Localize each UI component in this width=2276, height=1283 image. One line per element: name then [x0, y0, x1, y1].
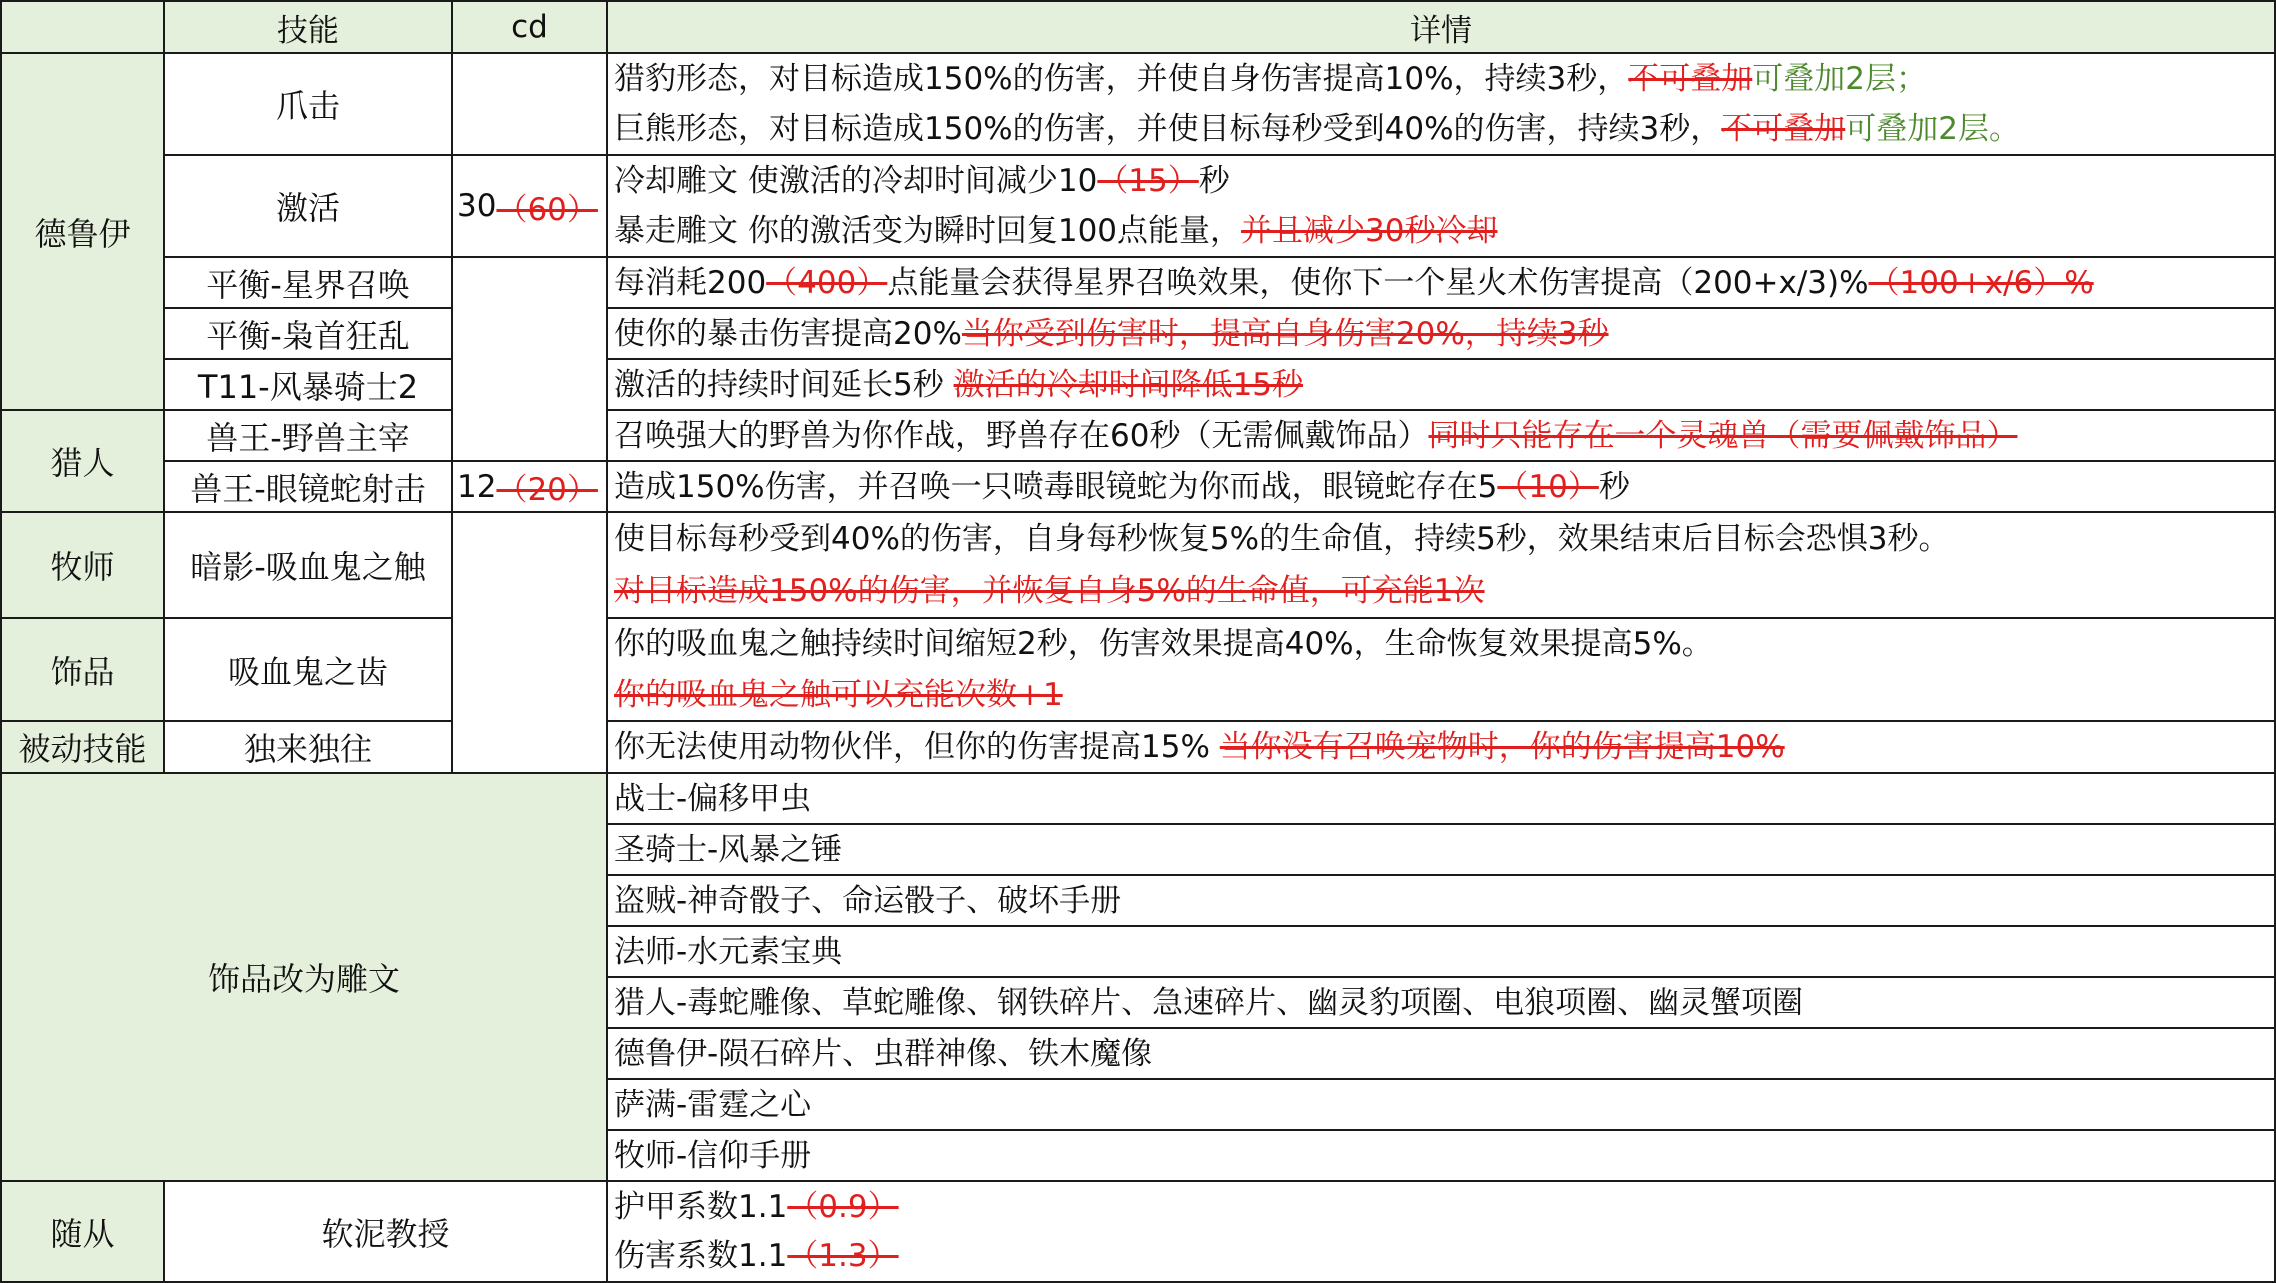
header-skill[interactable]: 技能	[165, 2, 453, 54]
group-trinket-to-glyph[interactable]: 饰品改为雕文	[2, 774, 608, 1182]
group-trinket[interactable]: 饰品	[2, 619, 165, 722]
detail-activate-line2: 暴走雕文 你的激活变为瞬时回复100点能量，并且减少30秒冷却	[614, 213, 1498, 249]
skill-activate[interactable]: 激活	[165, 156, 453, 258]
glyph-item[interactable]: 战士-偏移甲虫	[608, 774, 2274, 825]
skill-astral-call[interactable]: 平衡-星界召唤	[165, 258, 453, 309]
group-follower[interactable]: 随从	[2, 1182, 165, 1283]
detail-vampiric-touch[interactable]: 使目标每秒受到40%的伤害，自身每秒恢复5%的生命值，持续5秒，效果结束后目标会恐惧3秒。 对目标造成150%的伤害，并恢复自身5%的生命值，可充能1次	[608, 513, 2276, 619]
cd-cobra[interactable]	[453, 462, 608, 513]
detail-activate[interactable]	[608, 156, 2276, 258]
skill-owlkin-frenzy[interactable]: 平衡-枭首狂乱	[165, 309, 453, 360]
detail-activate-line1: 冷却雕文 使激活的冷却时间减少10（15）秒	[614, 163, 1230, 199]
group-druid[interactable]: 德鲁伊	[2, 54, 165, 411]
skill-t11-stormrider[interactable]: T11-风暴骑士2	[165, 360, 453, 411]
skill-vampiric-touch[interactable]: 暗影-吸血鬼之触	[165, 513, 453, 619]
glyph-item[interactable]: 牧师-信仰手册	[614, 1137, 812, 1174]
skill-cobra-shot[interactable]: 兽王-眼镜蛇射击	[165, 462, 453, 513]
glyph-item[interactable]: 萨满-雷霆之心	[608, 1080, 2274, 1131]
glyph-item[interactable]: 猎人-毒蛇雕像、草蛇雕像、钢铁碎片、急速碎片、幽灵豹项圈、电狼项圈、幽灵蟹项圈	[608, 978, 2274, 1029]
skill-lone-wolf[interactable]: 独来独往	[165, 722, 453, 774]
detail-follower[interactable]: 护甲系数1.1（0.9） 伤害系数1.1（1.3）	[608, 1182, 2276, 1283]
cd-cobra-value: 12	[457, 468, 497, 505]
detail-lone-wolf[interactable]: 你无法使用动物伙伴，但你的伤害提高15% 当你没有召唤宠物时，你的伤害提高10%	[608, 722, 2276, 774]
detail-astral-call[interactable]: 每消耗200（400）点能量会获得星界召唤效果，使你下一个星火术伤害提高（200+x/3)%（100+x/6）%	[608, 258, 2276, 309]
glyph-item[interactable]: 盗贼-神奇骰子、命运骰子、破坏手册	[608, 876, 2274, 927]
glyph-item[interactable]: 法师-水元素宝典	[608, 927, 2274, 978]
detail-claw-line2: 巨熊形态，对目标造成150%的伤害，并使目标每秒受到40%的伤害，持续3秒，不可叠加可叠加2层。	[614, 111, 2020, 147]
skill-beast-lord[interactable]: 兽王-野兽主宰	[165, 411, 453, 462]
detail-owlkin-frenzy[interactable]: 使你的暴击伤害提高20%当你受到伤害时，提高自身伤害20%，持续3秒	[608, 309, 2276, 360]
detail-cobra-shot[interactable]: 造成150%伤害，并召唤一只喷毒眼镜蛇为你而战，眼镜蛇存在5（10）秒	[608, 462, 2276, 513]
glyph-item[interactable]: 圣骑士-风暴之锤	[608, 825, 2274, 876]
detail-claw-line1: 猎豹形态，对目标造成150%的伤害，并使自身伤害提高10%，持续3秒，不可叠加可叠加2层；	[614, 61, 1927, 97]
cd-activate[interactable]	[453, 156, 608, 258]
group-hunter[interactable]: 猎人	[2, 411, 165, 513]
detail-claw[interactable]	[608, 54, 2276, 156]
cd-cobra-old: （20）	[496, 472, 598, 508]
detail-vampire-fang[interactable]: 你的吸血鬼之触持续时间缩短2秒，伤害效果提高40%，生命恢复效果提高5%。 你的吸血鬼之触可以充能次数+1	[608, 619, 2276, 722]
group-priest[interactable]: 牧师	[2, 513, 165, 619]
detail-t11-stormrider[interactable]: 激活的持续时间延长5秒 激活的冷却时间降低15秒	[608, 360, 2276, 411]
cd-activate-value: 30	[457, 188, 497, 224]
cd-activate-old: （60）	[496, 191, 598, 228]
header-detail[interactable]: 详情	[608, 2, 2276, 54]
glyph-list	[608, 774, 2276, 1182]
group-passive[interactable]: 被动技能	[2, 722, 165, 774]
cd-priest-blank[interactable]	[453, 513, 608, 774]
header-blank-cell[interactable]	[2, 2, 165, 54]
glyph-item[interactable]: 德鲁伊-陨石碎片、虫群神像、铁木魔像	[608, 1029, 2274, 1080]
detail-beast-lord[interactable]: 召唤强大的野兽为你作战，野兽存在60秒（无需佩戴饰品）同时只能存在一个灵魂兽（需要佩戴饰品）	[608, 411, 2276, 462]
cd-druid-blank[interactable]	[453, 258, 608, 462]
cd-claw[interactable]	[453, 54, 608, 156]
follower-name[interactable]: 软泥教授	[165, 1182, 608, 1283]
skill-claw[interactable]: 爪击	[165, 54, 453, 156]
skill-vampire-fang[interactable]: 吸血鬼之齿	[165, 619, 453, 722]
header-cd[interactable]: cd	[453, 2, 608, 54]
